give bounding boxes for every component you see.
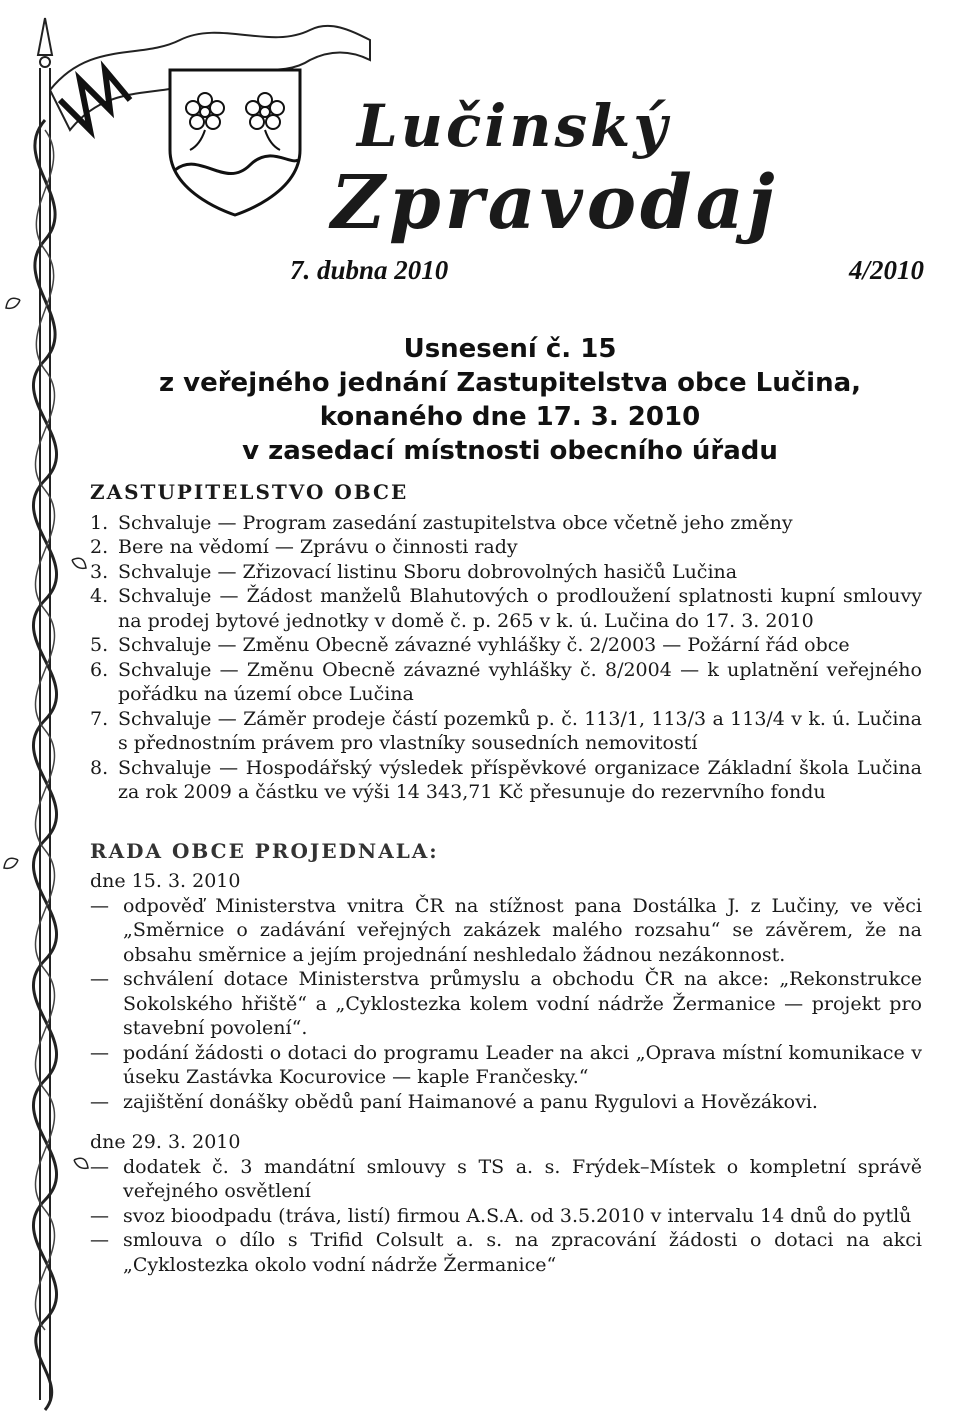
list-item (90, 756, 922, 805)
meeting-date-1: dne 15. 3. 2010 (90, 870, 241, 892)
article-body (90, 480, 922, 1277)
dash-bullet: — (90, 968, 109, 990)
item-text: Schvaluje — Hospodářský výsledek příspěvkové organizace Základní škola Lučina za rok 2009 a částku ve výši 14 343,71 Kč přesunuje do rezervního fondu (118, 756, 922, 803)
item-text: smlouva o dílo s Trifid Colsult a. s. na zpracování žádosti o dotaci na akci „Cyklostezka okolo vodní nádrže Žermanice“ (123, 1229, 922, 1276)
item-text: zajištění donášky obědů paní Haimanové a panu Rygulovi a Hovězákovi. (123, 1090, 818, 1113)
list-item (90, 560, 922, 585)
masthead (95, 70, 935, 270)
list-item (90, 1090, 922, 1115)
item-text: Schvaluje — Záměr prodeje částí pozemků p. č. 113/1, 113/3 a 113/4 v k. ú. Lučina s přednostním právem pro vlastníky sousedních nemovitostí (118, 707, 922, 754)
headline-line3: konaného dne 17. 3. 2010 (319, 402, 701, 432)
list-item (90, 1155, 922, 1204)
list-item (90, 511, 922, 536)
item-number: 4. (90, 585, 109, 607)
list-item (90, 535, 922, 560)
item-number: 3. (90, 560, 109, 583)
list-item (90, 967, 922, 1041)
list-item (90, 658, 922, 707)
list-item (90, 1041, 922, 1090)
headline-line1: Usnesení č. 15 (403, 334, 617, 364)
item-text: schválení dotace Ministerstva průmyslu a obchodu ČR na akce: „Rekonstrukce Sokolského hřiště“ a „Cyklostezka kolem vodní nádrže Žermanice — projekt pro stavební povolení“. (123, 968, 922, 1039)
issue-number: 4/2010 (848, 255, 924, 285)
section-heading-council: ZASTUPITELSTVO OBCE (90, 480, 409, 504)
item-text: dodatek č. 3 mandátní smlouvy s TS a. s. Frýdek–Místek o kompletní správě veřejného osvětlení (123, 1155, 922, 1202)
item-text: odpověď Ministerstva vnitra ČR na stížnost pana Dostálka J. z Lučiny, ve věci „Směrnice o zadávání veřejných zakázek malého rozsahu“ se závěrem, že na obsahu směrnice a jejím projednání neshledalo žádnou nezákonnost. (123, 894, 922, 966)
resolution-list (90, 511, 922, 805)
list-item (90, 633, 922, 658)
item-text: Schvaluje — Program zasedání zastupitelstva obce včetně jeho změny (118, 511, 793, 534)
board-items-list-1 (90, 894, 922, 1115)
list-item (90, 894, 922, 968)
item-number: 1. (90, 511, 109, 534)
item-text: podání žádosti o dotaci do programu Leader na akci „Oprava místní komunikace v úseku Zastávka Kocurovice — kaple Frančesky.“ (123, 1041, 922, 1088)
dash-bullet: — (90, 1155, 109, 1178)
board-items-list-2 (90, 1155, 922, 1278)
newsletter-title-line1: Lučinský (357, 92, 671, 160)
item-text: Schvaluje — Zřizovací listinu Sboru dobrovolných hasičů Lučina (118, 560, 738, 583)
item-text: Bere na vědomí — Zprávu o činnosti rady (118, 536, 518, 558)
item-number: 7. (90, 707, 109, 730)
list-item (90, 1204, 922, 1229)
issue-date-line (290, 255, 924, 289)
resolution-headline (90, 332, 930, 468)
item-number: 8. (90, 756, 109, 779)
list-item (90, 584, 922, 633)
item-number: 6. (90, 658, 109, 681)
dash-bullet: — (90, 1229, 109, 1251)
meeting-date-2: dne 29. 3. 2010 (90, 1131, 241, 1153)
headline-line4: v zasedací místnosti obecního úřadu (242, 436, 778, 466)
list-item (90, 707, 922, 756)
item-text: Schvaluje — Změnu Obecně závazné vyhlášky č. 8/2004 — k uplatnění veřejného pořádku na území obce Lučina (118, 658, 922, 705)
item-text: svoz bioodpadu (tráva, listí) firmou A.S.A. od 3.5.2010 v intervalu 14 dnů do pytlů (123, 1204, 912, 1227)
dash-bullet: — (90, 1090, 109, 1113)
dash-bullet: — (90, 894, 109, 917)
newsletter-title-line2: Zpravodaj (331, 160, 779, 246)
headline-line2: z veřejného jednání Zastupitelstva obce Lučina, (158, 368, 862, 398)
dash-bullet: — (90, 1041, 109, 1064)
section-heading-board: RADA OBCE PROJEDNALA: (90, 838, 439, 863)
list-item (90, 1228, 922, 1277)
dash-bullet: — (90, 1204, 109, 1227)
item-number: 2. (90, 536, 109, 558)
item-text: Schvaluje — Změnu Obecně závazné vyhlášky č. 2/2003 — Požární řád obce (118, 634, 850, 656)
item-text: Schvaluje — Žádost manželů Blahutových o prodloužení splatnosti kupní smlouvy na prodej bytové jednotky v domě č. p. 265 v k. ú. Lučina do 17. 3. 2010 (118, 585, 922, 632)
issue-date: 7. dubna 2010 (290, 255, 449, 285)
item-number: 5. (90, 634, 109, 656)
